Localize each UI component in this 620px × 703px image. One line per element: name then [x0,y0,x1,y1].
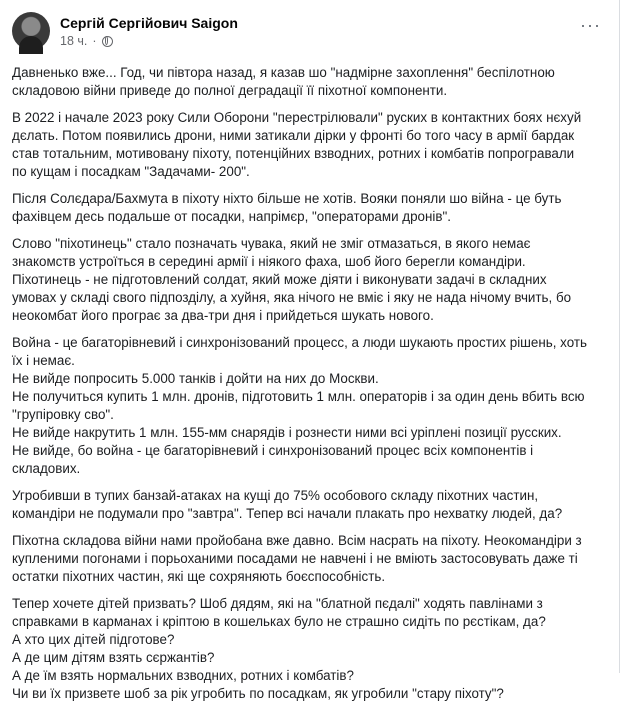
post-paragraph [12,235,607,325]
post-paragraph [12,595,607,703]
post-paragraph [12,334,607,478]
post-text-line: Не получиться купить 1 млн. дронів, підготовить 1 млн. операторів і за один день вбить всю [12,389,585,404]
post-paragraph [12,64,607,100]
post-text-line: Угробивши в тупих банзай-атаках на кущі до 75% особового складу піхотних частин, [12,488,539,503]
post-text-line: Піхотна складова війни нами пройобана вже давно. Всім насрать на піхоту. Неокомандіри з [12,533,582,548]
post-paragraph [12,109,607,181]
post-text-line: складових. [12,461,81,476]
globe-icon [102,36,113,47]
post-text-line: Тепер хочете дітей призвать? Шоб дядям, які на "блатной пєдалі" ходять павлінами з [12,596,543,611]
post-text-line: А де цим дітям взять сєржантів? [12,650,215,665]
post-text-line: А хто цих дітей підготове? [12,632,175,647]
more-options-button[interactable]: ··· [580,15,601,35]
post-text-line: Не вийде, бо война - це багаторівневий і синхронізований процес всіх компонентів і [12,443,534,458]
post-timestamp[interactable]: 18 ч. [60,34,88,48]
post-paragraph [12,487,607,523]
post-text-line: умовах у складі свого підпозділу, а хуйня, яка нічого не вміє і яку не нада нічому вчить, бо [12,290,572,305]
author-avatar[interactable] [12,12,50,50]
post-text-line: командіри не подумали про "завтра". Тепер всі начали плакать про нехватку людей, да? [12,506,563,521]
post-header [12,12,607,56]
post-text-line: став тотальним, мотивовану піхоту, потенційних взводних, ротних і комбатів попрогравали [12,146,575,161]
post-text-line: Давненько вже... Год, чи півтора назад, я казав шо "надмірне захоплення" беспілотною [12,65,555,80]
post-meta [60,12,238,50]
post-text-line: складовою війни приведе до полної деградації її піхотної компоненти. [12,83,448,98]
post-text-line: Не вийде накрутить 1 млн. 155-мм снарядів і рознести ними всі уріплені позиції русских. [12,425,562,440]
separator-dot: · [92,34,97,48]
post-text-line: Слово "піхотинець" стало позначать чувака, який не зміг отмазаться, в якого немає [12,236,531,251]
post-text-line: Після Солєдара/Бахмута в піхоту ніхто більше не хотів. Вояки поняли шо війна - це буть [12,191,562,206]
post-text-line: неокомбат його програє за два-три дня і прийдеться шукать нового. [12,308,434,323]
post-text-line: дєлать. Потом появились дрони, ними затикали дірки у фронті бо того часу в армії бардак [12,128,575,143]
post-paragraph [12,532,607,586]
post-text-line: Чи ви їх призвете шоб за рік угробить по посадкам, як угробили "стару піхоту"? [12,686,504,701]
post-paragraph [12,190,607,226]
post-text-line: справками в карманах і кріптою в кошельках було не страшно сидіть по рєстікам, да? [12,614,546,629]
post-text-line: купленими погонами і порьоханими посадами не навчені і не вміють застосовувать даже ті [12,551,578,566]
post-text-line: "групіровку сво". [12,407,114,422]
post-text-line: їх і немає. [12,353,75,368]
post-text-line: знакомств устроїться в середині армії і ніякого фаха, шоб його берегли командіри. [12,254,526,269]
post-text-line: Война - це багаторівневий і синхронізований процесс, а люди шукають простих рішень, хоть [12,335,587,350]
post-text-line: остатки піхотних частин, які ще сохряняють боєспособність. [12,569,386,584]
post-subline [60,32,238,50]
post-body [12,64,607,703]
post-text-line: Не вийде попросить 5.000 танків і дойти на них до Москви. [12,371,379,386]
post-text-line: В 2022 і начале 2023 року Сили Оборони "перестрілювали" руских в контактних боях нєхуй [12,110,582,125]
post-text-line: по кущам і посадкам "Задачами- 200". [12,164,250,179]
post-text-line: А де їм взять нормальних взводних, ротних і комбатів? [12,668,354,683]
author-name[interactable]: Сергій Сергійович Saigon [60,15,238,31]
post-text-line: Піхотинець - не підготовлений солдат, який може діяти і виконувати задачі в складних [12,272,547,287]
post-text-line: фахівцем десь подальше от посадки, напрімєр, "операторами дронів". [12,209,451,224]
